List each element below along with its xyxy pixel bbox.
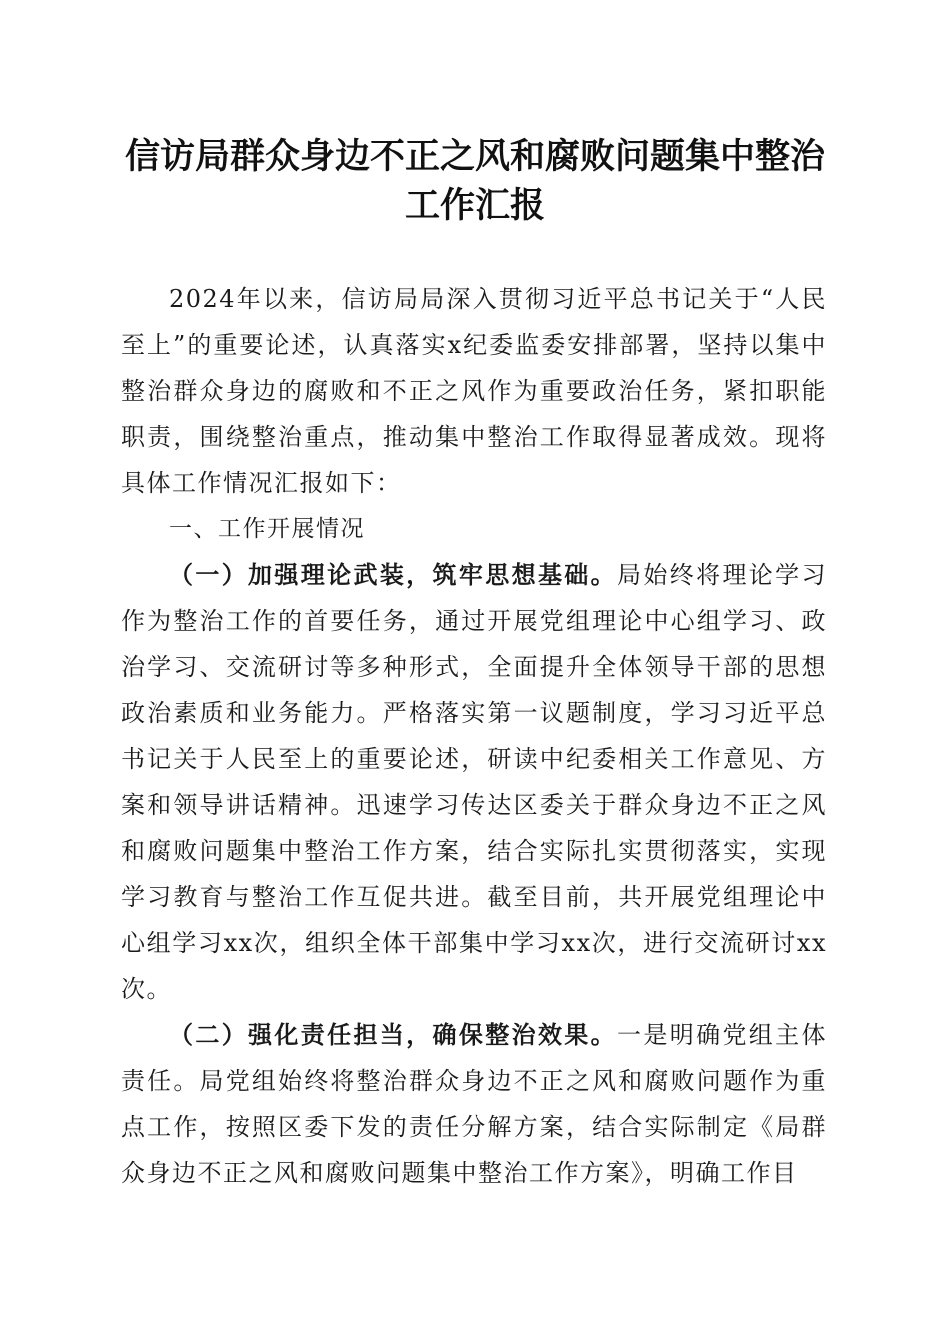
intro-paragraph: 2024年以来，信访局局深入贯彻习近平总书记关于“人民至上”的重要论述，认真落实x纪委监委安排部署，坚持以集中整治群众身边的腐败和不正之风作为重要政治任务，紧扣职能职责，围绕整治重点，推动集中整治工作取得显著成效。现将具体工作情况汇报如下： [121, 285, 827, 497]
item-2-lead: （二）强化责任担当，确保整治效果。 [169, 1020, 618, 1049]
document-title [100, 132, 850, 230]
item-1-lead: （一）加强理论武装，筑牢思想基础。 [169, 560, 618, 589]
paragraph-item-2 [121, 1012, 827, 1196]
paragraph-item-1 [121, 552, 827, 1012]
title-line-2: 工作汇报 [404, 185, 545, 226]
section-heading-1: 一、工作开展情况 [169, 516, 365, 542]
item-1-body: 局始终将理论学习作为整治工作的首要任务，通过开展党组理论中心组学习、政治学习、交流研讨等多种形式，全面提升全体领导干部的思想政治素质和业务能力。严格落实第一议题制度，学习习近平总书记关于人民至上的重要论述，研读中纪委相关工作意见、方案和领导讲话精神。迅速学习传达区委关于群众身边不正之风和腐败问题集中整治工作方案，结合实际扎实贯彻落实，实现学习教育与整治工作互促共进。截至目前，共开展党组理论中心组学习xx次，组织全体干部集中学习xx次，进行交流研讨xx次。 [121, 561, 828, 1003]
title-line-1: 信访局群众身边不正之风和腐败问题集中整治 [124, 136, 825, 177]
document-body [121, 276, 827, 1196]
item-2-body: 一是明确党组主体责任。局党组始终将整治群众身边不正之风和腐败问题作为重点工作，按照区委下发的责任分解方案，结合实际制定《局群众身边不正之风和腐败问题集中整治工作方案》，明确工作目 [121, 1021, 828, 1187]
